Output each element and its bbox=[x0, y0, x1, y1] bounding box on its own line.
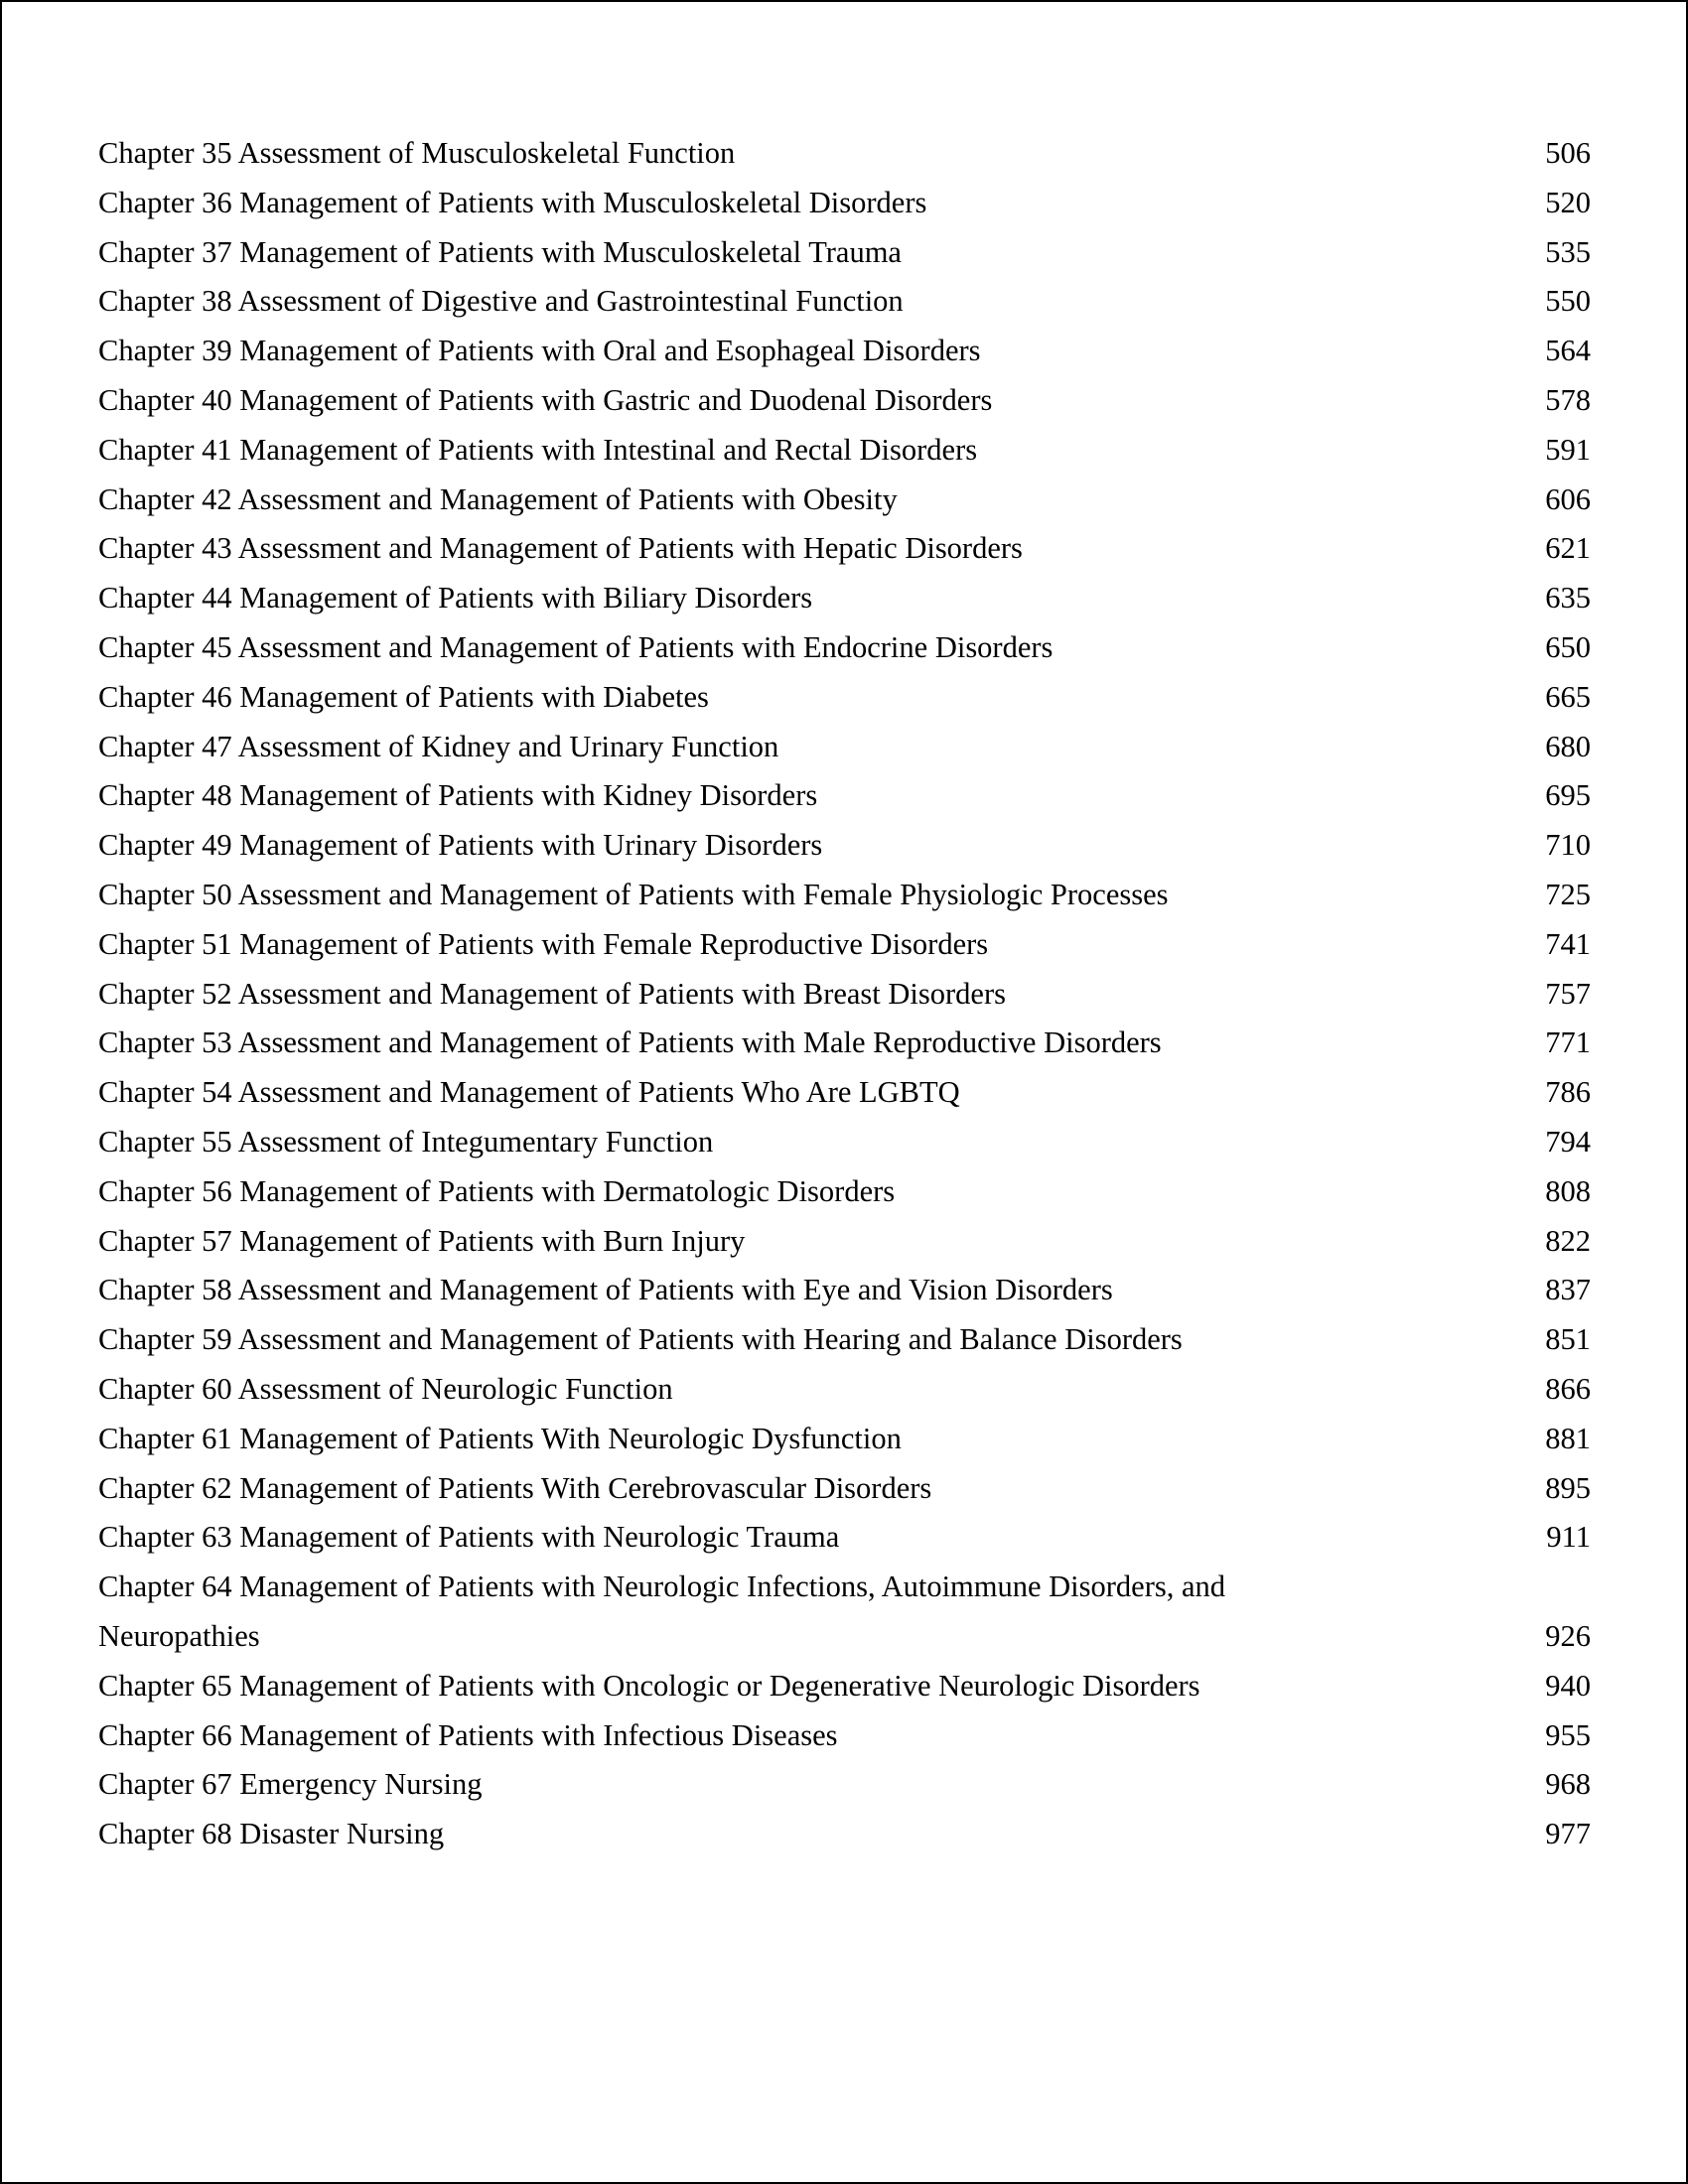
toc-entry-title: Chapter 61 Management of Patients With Neurologic Dysfunction bbox=[98, 1421, 902, 1455]
toc-entry-title: Chapter 56 Management of Patients with Dermatologic Disorders bbox=[98, 1173, 896, 1208]
toc-entry-title: Chapter 50 Assessment and Management of Patients with Female Physiologic Processes bbox=[98, 877, 1169, 911]
toc-entry-chapter-47[interactable] bbox=[98, 723, 1591, 772]
toc-entry-chapter-43[interactable] bbox=[98, 524, 1591, 574]
toc-entry-chapter-59[interactable] bbox=[98, 1315, 1591, 1365]
toc-entry-chapter-66[interactable] bbox=[98, 1711, 1591, 1761]
toc-entry-page-number: 591 bbox=[1545, 432, 1591, 467]
toc-entry-title: Chapter 68 Disaster Nursing bbox=[98, 1817, 445, 1851]
toc-entry-chapter-53[interactable] bbox=[98, 1019, 1591, 1068]
toc-entry-page-number: 881 bbox=[1545, 1421, 1591, 1455]
toc-entry-title: Chapter 52 Assessment and Management of Patients with Breast Disorders bbox=[98, 976, 1006, 1011]
toc-entry-page-number: 851 bbox=[1545, 1322, 1591, 1357]
toc-entry-title: Chapter 43 Assessment and Management of Patients with Hepatic Disorders bbox=[98, 531, 1023, 566]
toc-entry-chapter-58[interactable] bbox=[98, 1266, 1591, 1315]
toc-entry-page-number: 695 bbox=[1545, 778, 1591, 813]
toc-entry-title: Chapter 38 Assessment of Digestive and Gastrointestinal Function bbox=[98, 284, 904, 319]
toc-entry-chapter-48[interactable] bbox=[98, 771, 1591, 821]
toc-entry-page-number: 940 bbox=[1545, 1668, 1591, 1703]
toc-entry-chapter-41[interactable] bbox=[98, 426, 1591, 476]
toc-entry-chapter-36[interactable] bbox=[98, 179, 1591, 228]
toc-entry-page-number: 635 bbox=[1545, 581, 1591, 615]
toc-entry-page-number: 895 bbox=[1545, 1470, 1591, 1505]
toc-entry-page-number: 757 bbox=[1545, 976, 1591, 1011]
toc-entry-title: Chapter 35 Assessment of Musculoskeletal Function bbox=[98, 136, 736, 170]
toc-entry-chapter-56[interactable] bbox=[98, 1167, 1591, 1217]
toc-entry-chapter-64[interactable] bbox=[98, 1563, 1591, 1662]
toc-entry-title: Chapter 62 Management of Patients With Cerebrovascular Disorders bbox=[98, 1470, 932, 1505]
toc-entry-page-number: 822 bbox=[1545, 1223, 1591, 1258]
toc-entry-title: Chapter 55 Assessment of Integumentary Function bbox=[98, 1124, 714, 1159]
toc-entry-title: Chapter 53 Assessment and Management of Patients with Male Reproductive Disorders bbox=[98, 1025, 1162, 1060]
toc-entry-chapter-63[interactable] bbox=[98, 1513, 1591, 1563]
toc-entry-title: Chapter 64 Management of Patients with Neurologic Infections, Autoimmune Disorders, and Neuropathies bbox=[98, 1570, 1226, 1653]
toc-entry-title: Chapter 40 Management of Patients with Gastric and Duodenal Disorders bbox=[98, 382, 993, 417]
toc-entry-page-number: 866 bbox=[1545, 1371, 1591, 1406]
toc-entry-title: Chapter 58 Assessment and Management of Patients with Eye and Vision Disorders bbox=[98, 1273, 1113, 1307]
toc-entry-title: Chapter 39 Management of Patients with Oral and Esophageal Disorders bbox=[98, 334, 981, 368]
toc-entry-title: Chapter 42 Assessment and Management of Patients with Obesity bbox=[98, 481, 898, 516]
toc-entry-chapter-62[interactable] bbox=[98, 1464, 1591, 1514]
toc-entry-chapter-68[interactable] bbox=[98, 1810, 1591, 1859]
toc-entry-title: Chapter 67 Emergency Nursing bbox=[98, 1767, 483, 1802]
toc-entry-page-number: 680 bbox=[1545, 729, 1591, 763]
toc-entry-page-number: 621 bbox=[1545, 531, 1591, 566]
toc-entry-title: Chapter 60 Assessment of Neurologic Function bbox=[98, 1371, 673, 1406]
toc-entry-chapter-50[interactable] bbox=[98, 871, 1591, 920]
toc-entry-chapter-46[interactable] bbox=[98, 673, 1591, 723]
toc-entry-page-number: 955 bbox=[1545, 1717, 1591, 1752]
table-of-contents bbox=[98, 129, 1591, 1859]
toc-entry-chapter-57[interactable] bbox=[98, 1217, 1591, 1267]
toc-entry-page-number: 578 bbox=[1545, 382, 1591, 417]
toc-entry-chapter-35[interactable] bbox=[98, 129, 1591, 179]
toc-entry-page-number: 564 bbox=[1545, 334, 1591, 368]
toc-entry-title: Chapter 65 Management of Patients with Oncologic or Degenerative Neurologic Disorders bbox=[98, 1668, 1200, 1703]
toc-entry-chapter-38[interactable] bbox=[98, 277, 1591, 327]
toc-entry-page-number: 771 bbox=[1545, 1025, 1591, 1060]
toc-entry-chapter-39[interactable] bbox=[98, 327, 1591, 376]
toc-entry-page-number: 606 bbox=[1545, 481, 1591, 516]
toc-entry-chapter-40[interactable] bbox=[98, 376, 1591, 426]
toc-entry-chapter-55[interactable] bbox=[98, 1118, 1591, 1167]
toc-entry-title: Chapter 54 Assessment and Management of Patients Who Are LGBTQ bbox=[98, 1075, 960, 1110]
toc-entry-title: Chapter 63 Management of Patients with Neurologic Trauma bbox=[98, 1520, 840, 1555]
toc-entry-page-number: 520 bbox=[1545, 185, 1591, 219]
toc-entry-page-number: 506 bbox=[1545, 136, 1591, 170]
toc-entry-title: Chapter 47 Assessment of Kidney and Urinary Function bbox=[98, 729, 779, 763]
toc-entry-title: Chapter 37 Management of Patients with Musculoskeletal Trauma bbox=[98, 234, 902, 269]
toc-entry-title: Chapter 49 Management of Patients with Urinary Disorders bbox=[98, 828, 823, 863]
toc-entry-chapter-52[interactable] bbox=[98, 970, 1591, 1020]
toc-entry-page-number: 741 bbox=[1545, 926, 1591, 961]
toc-entry-chapter-61[interactable] bbox=[98, 1415, 1591, 1464]
toc-entry-page-number: 808 bbox=[1545, 1173, 1591, 1208]
toc-entry-page-number: 665 bbox=[1545, 679, 1591, 714]
toc-entry-title: Chapter 46 Management of Patients with Diabetes bbox=[98, 679, 709, 714]
toc-entry-page-number: 968 bbox=[1545, 1767, 1591, 1802]
toc-entry-page-number: 725 bbox=[1545, 877, 1591, 911]
toc-entry-page-number: 535 bbox=[1545, 234, 1591, 269]
toc-entry-chapter-54[interactable] bbox=[98, 1068, 1591, 1118]
toc-entry-page-number: 710 bbox=[1545, 828, 1591, 863]
toc-entry-title: Chapter 66 Management of Patients with Infectious Diseases bbox=[98, 1717, 838, 1752]
toc-entry-page-number: 977 bbox=[1545, 1817, 1591, 1851]
toc-entry-page-number: 550 bbox=[1545, 284, 1591, 319]
toc-entry-title: Chapter 57 Management of Patients with Burn Injury bbox=[98, 1223, 746, 1258]
toc-entry-page-number: 794 bbox=[1545, 1124, 1591, 1159]
toc-entry-chapter-42[interactable] bbox=[98, 476, 1591, 525]
toc-entry-title: Chapter 48 Management of Patients with Kidney Disorders bbox=[98, 778, 818, 813]
toc-entry-title: Chapter 41 Management of Patients with Intestinal and Rectal Disorders bbox=[98, 432, 978, 467]
toc-entry-chapter-67[interactable] bbox=[98, 1760, 1591, 1810]
toc-entry-page-number: 837 bbox=[1545, 1273, 1591, 1307]
toc-entry-chapter-45[interactable] bbox=[98, 623, 1591, 673]
toc-entry-chapter-37[interactable] bbox=[98, 228, 1591, 278]
toc-entry-chapter-44[interactable] bbox=[98, 574, 1591, 623]
toc-entry-title: Chapter 36 Management of Patients with Musculoskeletal Disorders bbox=[98, 185, 927, 219]
toc-entry-page-number: 650 bbox=[1545, 629, 1591, 664]
toc-entry-title: Chapter 45 Assessment and Management of Patients with Endocrine Disorders bbox=[98, 629, 1054, 664]
toc-entry-chapter-60[interactable] bbox=[98, 1365, 1591, 1415]
toc-entry-chapter-49[interactable] bbox=[98, 821, 1591, 871]
toc-entry-title: Chapter 51 Management of Patients with Female Reproductive Disorders bbox=[98, 926, 989, 961]
toc-entry-page-number: 911 bbox=[1546, 1520, 1591, 1555]
toc-entry-page-number: 786 bbox=[1545, 1075, 1591, 1110]
toc-entry-chapter-65[interactable] bbox=[98, 1662, 1591, 1711]
toc-entry-title: Chapter 44 Management of Patients with Biliary Disorders bbox=[98, 581, 813, 615]
toc-entry-chapter-51[interactable] bbox=[98, 920, 1591, 970]
toc-entry-page-number: 926 bbox=[1545, 1618, 1591, 1653]
toc-entry-title: Chapter 59 Assessment and Management of Patients with Hearing and Balance Disorders bbox=[98, 1322, 1183, 1357]
